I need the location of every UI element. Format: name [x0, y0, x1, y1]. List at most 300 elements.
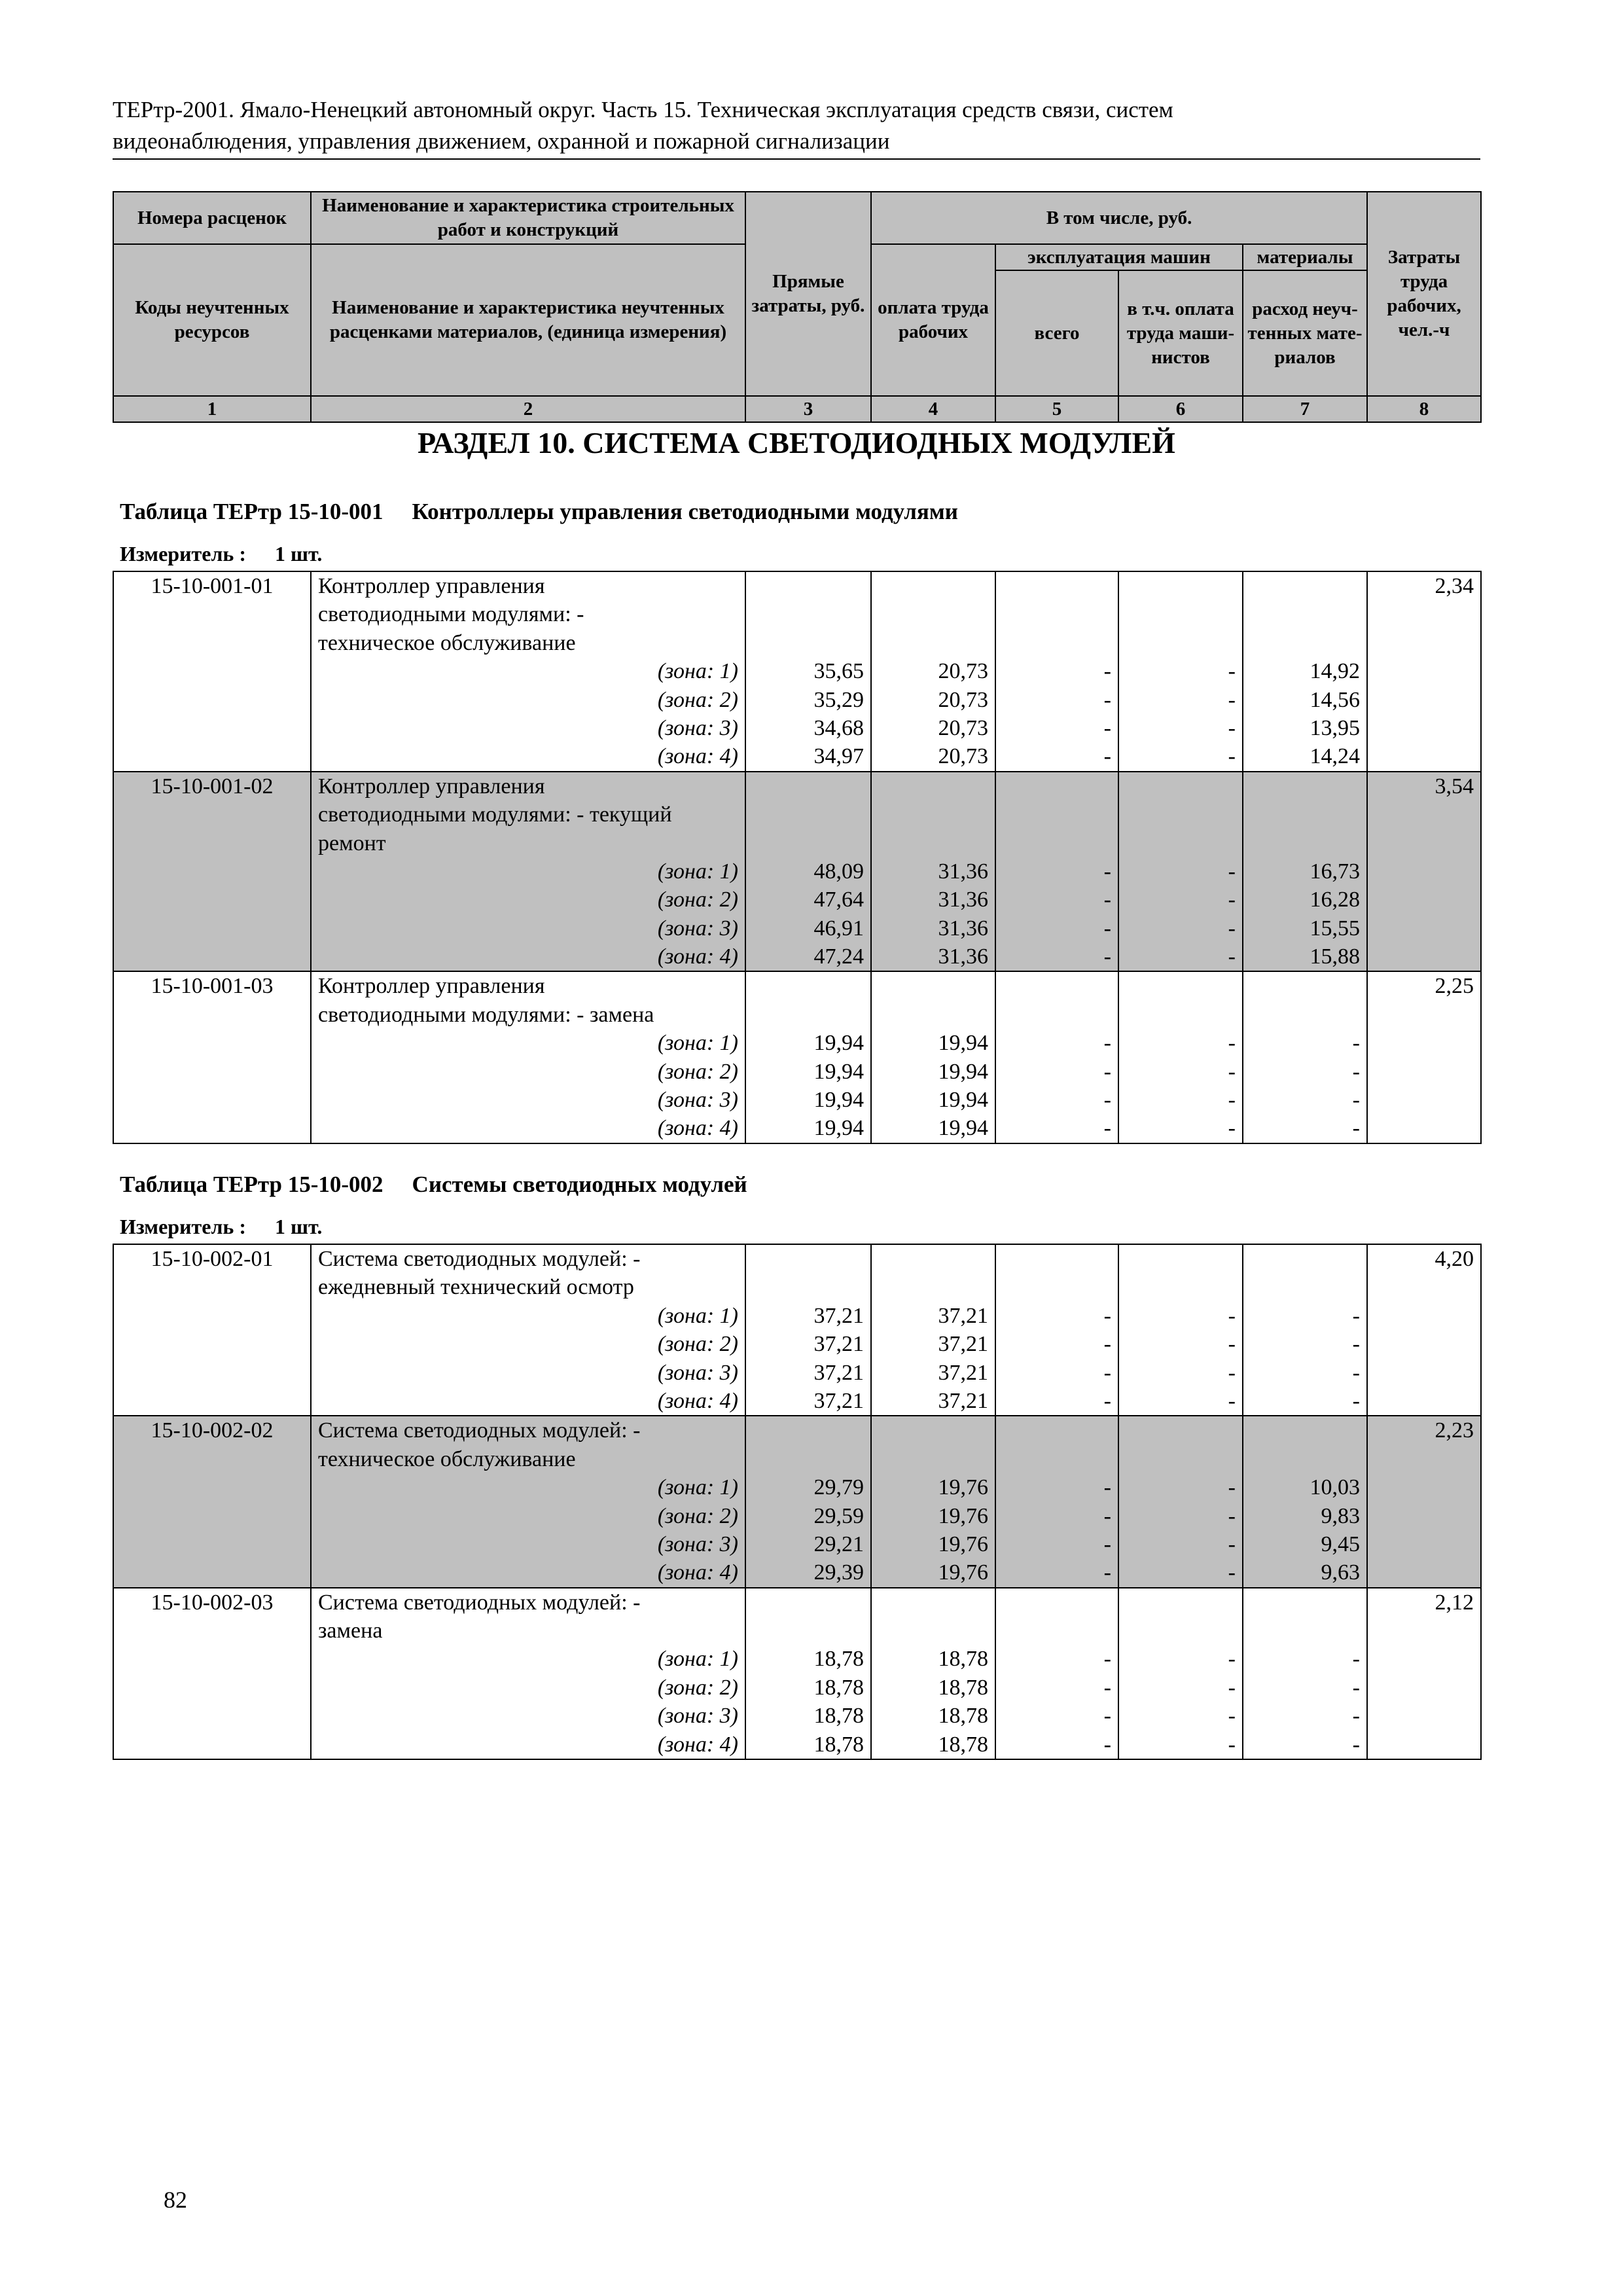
empty-cell	[995, 571, 1118, 600]
empty-cell	[871, 600, 995, 628]
col6-header: в т.ч. оплата труда маши-нистов	[1118, 270, 1243, 396]
direct-cost: 35,65	[745, 657, 871, 685]
empty-cell	[113, 829, 311, 857]
empty-cell	[1367, 1731, 1481, 1759]
direct-cost: 29,39	[745, 1558, 871, 1587]
empty-cell	[113, 857, 311, 886]
empty-cell	[1243, 971, 1367, 1000]
empty-cell	[745, 600, 871, 628]
labor-cost: 3,54	[1367, 772, 1481, 800]
operator-wage: -	[1118, 914, 1243, 942]
operator-wage: -	[1118, 686, 1243, 714]
rate-name-line: замена	[311, 1617, 745, 1645]
header-line-2: видеонаблюдения, управления движением, охранной и пожарной сигнализации	[113, 128, 890, 154]
materials-cost: 9,45	[1243, 1530, 1367, 1558]
table-code: Таблица ТЕРтр 15-10-001	[120, 499, 383, 524]
empty-cell	[871, 971, 995, 1000]
empty-cell	[113, 1302, 311, 1330]
zone-label: (зона: 3)	[311, 714, 745, 742]
empty-cell	[1367, 600, 1481, 628]
empty-cell	[745, 800, 871, 829]
zone-label: (зона: 1)	[311, 857, 745, 886]
empty-cell	[1118, 1244, 1243, 1273]
direct-cost: 37,21	[745, 1359, 871, 1387]
empty-cell	[113, 1702, 311, 1730]
materials-cost: 16,73	[1243, 857, 1367, 886]
empty-cell	[113, 800, 311, 829]
rate-item-name-row	[113, 1273, 1481, 1301]
zone-label: (зона: 4)	[311, 1114, 745, 1143]
empty-cell	[113, 742, 311, 771]
zone-row	[113, 1645, 1481, 1673]
empty-cell	[995, 1445, 1118, 1473]
empty-cell	[1118, 1588, 1243, 1617]
empty-cell	[745, 1416, 871, 1444]
col4-header: оплата труда рабочих	[871, 244, 995, 396]
col-number-7: 7	[1243, 396, 1367, 422]
worker-wage: 19,76	[871, 1558, 995, 1587]
zone-row	[113, 914, 1481, 942]
empty-cell	[995, 971, 1118, 1000]
zone-label: (зона: 4)	[311, 742, 745, 771]
zone-label: (зона: 3)	[311, 1359, 745, 1387]
worker-wage: 37,21	[871, 1387, 995, 1416]
running-header	[113, 94, 1480, 160]
header-line-1: ТЕРтр-2001. Ямало-Ненецкий автономный округ. Часть 15. Техническая эксплуатация средств связи, систем	[113, 97, 1173, 122]
empty-cell	[1118, 800, 1243, 829]
empty-cell	[113, 629, 311, 657]
empty-cell	[113, 1330, 311, 1358]
empty-cell	[113, 657, 311, 685]
operator-wage: -	[1118, 1558, 1243, 1587]
materials-cost: -	[1243, 1058, 1367, 1086]
empty-cell	[113, 1530, 311, 1558]
zone-row	[113, 1302, 1481, 1330]
materials-cost: -	[1243, 1359, 1367, 1387]
zone-row	[113, 1330, 1481, 1358]
direct-cost: 37,21	[745, 1302, 871, 1330]
empty-cell	[1367, 1502, 1481, 1530]
table-code: Таблица ТЕРтр 15-10-002	[120, 1172, 383, 1197]
zone-label: (зона: 3)	[311, 1702, 745, 1730]
empty-cell	[1118, 600, 1243, 628]
operator-wage: -	[1118, 1086, 1243, 1114]
empty-cell	[1118, 1273, 1243, 1301]
zone-row	[113, 1674, 1481, 1702]
rate-item-row	[113, 1244, 1481, 1273]
zone-row	[113, 1086, 1481, 1114]
empty-cell	[1243, 1588, 1367, 1617]
empty-cell	[113, 1502, 311, 1530]
zone-label: (зона: 2)	[311, 1058, 745, 1086]
group-header-machines: эксплуатация машин	[995, 244, 1243, 270]
empty-cell	[871, 800, 995, 829]
materials-cost: 9,83	[1243, 1502, 1367, 1530]
zone-label: (зона: 4)	[311, 1731, 745, 1759]
rate-name-line: ежедневный технический осмотр	[311, 1273, 745, 1301]
materials-cost: -	[1243, 1330, 1367, 1358]
empty-cell	[995, 772, 1118, 800]
machines-total: -	[995, 1502, 1118, 1530]
materials-cost: -	[1243, 1702, 1367, 1730]
rate-name-line: Контроллер управления	[311, 971, 745, 1000]
empty-cell	[995, 1273, 1118, 1301]
zone-row	[113, 714, 1481, 742]
empty-cell	[745, 1001, 871, 1029]
worker-wage: 19,94	[871, 1114, 995, 1143]
empty-cell	[113, 942, 311, 971]
worker-wage: 20,73	[871, 742, 995, 771]
col1-top-header: Номера расценок	[113, 192, 311, 244]
materials-cost: -	[1243, 1086, 1367, 1114]
zone-row	[113, 1530, 1481, 1558]
rate-name-line: ремонт	[311, 829, 745, 857]
empty-cell	[745, 571, 871, 600]
empty-cell	[113, 1445, 311, 1473]
col-number-4: 4	[871, 396, 995, 422]
empty-cell	[871, 1416, 995, 1444]
operator-wage: -	[1118, 1530, 1243, 1558]
empty-cell	[113, 1387, 311, 1416]
rate-name-line: Контроллер управления	[311, 571, 745, 600]
materials-cost: -	[1243, 1302, 1367, 1330]
zone-row	[113, 942, 1481, 971]
zone-label: (зона: 3)	[311, 1530, 745, 1558]
zone-label: (зона: 1)	[311, 1029, 745, 1057]
machines-total: -	[995, 1086, 1118, 1114]
worker-wage: 18,78	[871, 1731, 995, 1759]
machines-total: -	[995, 1302, 1118, 1330]
empty-cell	[995, 1617, 1118, 1645]
empty-cell	[1367, 1445, 1481, 1473]
empty-cell	[1243, 1416, 1367, 1444]
unit-label: Измеритель :	[120, 1215, 246, 1238]
zone-row	[113, 657, 1481, 685]
rate-code: 15-10-001-01	[113, 571, 311, 600]
direct-cost: 35,29	[745, 686, 871, 714]
materials-cost: 15,88	[1243, 942, 1367, 971]
rate-item-name-row	[113, 1445, 1481, 1473]
empty-cell	[745, 629, 871, 657]
empty-cell	[995, 629, 1118, 657]
empty-cell	[871, 571, 995, 600]
zone-row	[113, 1029, 1481, 1057]
direct-cost: 19,94	[745, 1058, 871, 1086]
direct-cost: 29,59	[745, 1502, 871, 1530]
direct-cost: 29,79	[745, 1473, 871, 1501]
unit-value: 1 шт.	[274, 542, 323, 565]
materials-cost: -	[1243, 1645, 1367, 1673]
empty-cell	[1118, 571, 1243, 600]
page-number: 82	[164, 2187, 187, 2213]
table-title-2	[120, 1172, 747, 1198]
worker-wage: 37,21	[871, 1359, 995, 1387]
empty-cell	[995, 1416, 1118, 1444]
col7-header: расход неуч-тенных мате-риалов	[1243, 270, 1367, 396]
zone-label: (зона: 1)	[311, 1473, 745, 1501]
empty-cell	[871, 1273, 995, 1301]
empty-cell	[1367, 1617, 1481, 1645]
direct-cost: 37,21	[745, 1387, 871, 1416]
empty-cell	[745, 1588, 871, 1617]
empty-cell	[1367, 686, 1481, 714]
col-number-1: 1	[113, 396, 311, 422]
empty-cell	[1367, 829, 1481, 857]
machines-total: -	[995, 1330, 1118, 1358]
worker-wage: 19,94	[871, 1058, 995, 1086]
empty-cell	[745, 829, 871, 857]
direct-cost: 46,91	[745, 914, 871, 942]
zone-row	[113, 1058, 1481, 1086]
worker-wage: 19,94	[871, 1029, 995, 1057]
empty-cell	[1118, 1617, 1243, 1645]
worker-wage: 31,36	[871, 914, 995, 942]
empty-cell	[1367, 942, 1481, 971]
zone-label: (зона: 3)	[311, 914, 745, 942]
rate-code: 15-10-002-01	[113, 1244, 311, 1273]
worker-wage: 19,76	[871, 1502, 995, 1530]
machines-total: -	[995, 1530, 1118, 1558]
operator-wage: -	[1118, 1114, 1243, 1143]
empty-cell	[871, 772, 995, 800]
rate-item-row	[113, 971, 1481, 1000]
rate-item-name-row	[113, 829, 1481, 857]
direct-cost: 18,78	[745, 1645, 871, 1673]
empty-cell	[1367, 800, 1481, 829]
direct-cost: 18,78	[745, 1674, 871, 1702]
col-number-6: 6	[1118, 396, 1243, 422]
empty-cell	[871, 1588, 995, 1617]
empty-cell	[113, 1273, 311, 1301]
col2-top-header: Наименование и характеристика строительных работ и конструкций	[311, 192, 745, 244]
empty-cell	[1243, 772, 1367, 800]
empty-cell	[1367, 1302, 1481, 1330]
unit-value: 1 шт.	[274, 1215, 323, 1238]
empty-cell	[113, 1558, 311, 1587]
materials-cost: 14,24	[1243, 742, 1367, 771]
worker-wage: 37,21	[871, 1330, 995, 1358]
machines-total: -	[995, 686, 1118, 714]
empty-cell	[1367, 914, 1481, 942]
direct-cost: 34,68	[745, 714, 871, 742]
empty-cell	[871, 1617, 995, 1645]
empty-cell	[1243, 571, 1367, 600]
worker-wage: 18,78	[871, 1702, 995, 1730]
zone-row	[113, 742, 1481, 771]
operator-wage: -	[1118, 1387, 1243, 1416]
materials-cost: 14,92	[1243, 657, 1367, 685]
col8-header: Затраты труда рабочих, чел.-ч	[1367, 192, 1481, 396]
empty-cell	[745, 772, 871, 800]
worker-wage: 20,73	[871, 686, 995, 714]
unit-label: Измеритель :	[120, 542, 246, 565]
empty-cell	[995, 1588, 1118, 1617]
zone-row	[113, 1731, 1481, 1759]
section-title: РАЗДЕЛ 10. СИСТЕМА СВЕТОДИОДНЫХ МОДУЛЕЙ	[418, 426, 1175, 459]
labor-cost: 2,34	[1367, 571, 1481, 600]
materials-cost: 13,95	[1243, 714, 1367, 742]
zone-label: (зона: 1)	[311, 1302, 745, 1330]
zone-row	[113, 857, 1481, 886]
col-number-3: 3	[745, 396, 871, 422]
direct-cost: 18,78	[745, 1702, 871, 1730]
operator-wage: -	[1118, 942, 1243, 971]
operator-wage: -	[1118, 742, 1243, 771]
worker-wage: 31,36	[871, 857, 995, 886]
worker-wage: 31,36	[871, 886, 995, 914]
labor-cost: 2,23	[1367, 1416, 1481, 1444]
rate-item-row	[113, 1416, 1481, 1444]
materials-cost: -	[1243, 1029, 1367, 1057]
operator-wage: -	[1118, 1731, 1243, 1759]
col-number-2: 2	[311, 396, 745, 422]
rate-name-line: Контроллер управления	[311, 772, 745, 800]
empty-cell	[1118, 1001, 1243, 1029]
operator-wage: -	[1118, 1645, 1243, 1673]
empty-cell	[113, 1029, 311, 1057]
empty-cell	[1367, 1359, 1481, 1387]
empty-cell	[113, 714, 311, 742]
empty-cell	[871, 829, 995, 857]
col-number-5: 5	[995, 396, 1118, 422]
col-number-8: 8	[1367, 396, 1481, 422]
empty-cell	[745, 1617, 871, 1645]
rate-name-line: Система светодиодных модулей: -	[311, 1244, 745, 1273]
operator-wage: -	[1118, 1302, 1243, 1330]
empty-cell	[995, 1244, 1118, 1273]
zone-label: (зона: 2)	[311, 1674, 745, 1702]
empty-cell	[113, 1114, 311, 1143]
machines-total: -	[995, 914, 1118, 942]
empty-cell	[113, 1058, 311, 1086]
worker-wage: 19,94	[871, 1086, 995, 1114]
materials-cost: 14,56	[1243, 686, 1367, 714]
materials-cost: -	[1243, 1674, 1367, 1702]
zone-label: (зона: 2)	[311, 686, 745, 714]
machines-total: -	[995, 742, 1118, 771]
materials-cost: -	[1243, 1114, 1367, 1143]
machines-total: -	[995, 1674, 1118, 1702]
column-header-table	[113, 191, 1482, 423]
labor-cost: 2,25	[1367, 971, 1481, 1000]
rates-table-1	[113, 571, 1482, 1144]
zone-row	[113, 1473, 1481, 1501]
zone-label: (зона: 1)	[311, 657, 745, 685]
direct-cost: 29,21	[745, 1530, 871, 1558]
empty-cell	[1367, 886, 1481, 914]
empty-cell	[1367, 1001, 1481, 1029]
machines-total: -	[995, 1058, 1118, 1086]
rate-item-name-row	[113, 1001, 1481, 1029]
materials-cost: -	[1243, 1387, 1367, 1416]
direct-cost: 18,78	[745, 1731, 871, 1759]
direct-cost: 47,64	[745, 886, 871, 914]
rate-name-line: светодиодными модулями: -	[311, 600, 745, 628]
empty-cell	[995, 1001, 1118, 1029]
rate-name-line: техническое обслуживание	[311, 629, 745, 657]
rate-item-name-row	[113, 1617, 1481, 1645]
operator-wage: -	[1118, 1359, 1243, 1387]
zone-row	[113, 1502, 1481, 1530]
machines-total: -	[995, 1731, 1118, 1759]
col2-bottom-header: Наименование и характеристика неучтенных расценками материалов, (единица измерения)	[311, 244, 745, 396]
empty-cell	[995, 600, 1118, 628]
rate-code: 15-10-002-03	[113, 1588, 311, 1617]
zone-row	[113, 1558, 1481, 1587]
empty-cell	[1243, 800, 1367, 829]
operator-wage: -	[1118, 1330, 1243, 1358]
labor-cost: 4,20	[1367, 1244, 1481, 1273]
empty-cell	[113, 886, 311, 914]
col1-bottom-header: Коды неучтенных ресурсов	[113, 244, 311, 396]
operator-wage: -	[1118, 857, 1243, 886]
operator-wage: -	[1118, 1473, 1243, 1501]
rate-code: 15-10-001-02	[113, 772, 311, 800]
empty-cell	[113, 1617, 311, 1645]
zone-label: (зона: 2)	[311, 886, 745, 914]
table-name: Контроллеры управления светодиодными модулями	[412, 499, 958, 524]
zone-label: (зона: 4)	[311, 1558, 745, 1587]
empty-cell	[1367, 1645, 1481, 1673]
empty-cell	[113, 1473, 311, 1501]
operator-wage: -	[1118, 886, 1243, 914]
rate-item-row	[113, 1588, 1481, 1617]
machines-total: -	[995, 1029, 1118, 1057]
zone-label: (зона: 3)	[311, 1086, 745, 1114]
materials-cost: -	[1243, 1731, 1367, 1759]
empty-cell	[995, 829, 1118, 857]
group-header-incl: В том числе, руб.	[871, 192, 1367, 244]
table-name: Системы светодиодных модулей	[412, 1172, 747, 1197]
zone-row	[113, 1387, 1481, 1416]
empty-cell	[1367, 1530, 1481, 1558]
zone-row	[113, 1114, 1481, 1143]
machines-total: -	[995, 1473, 1118, 1501]
operator-wage: -	[1118, 1029, 1243, 1057]
rate-code: 15-10-002-02	[113, 1416, 311, 1444]
empty-cell	[113, 1359, 311, 1387]
direct-cost: 19,94	[745, 1029, 871, 1057]
empty-cell	[1243, 1244, 1367, 1273]
empty-cell	[745, 971, 871, 1000]
empty-cell	[113, 600, 311, 628]
col3-header: Прямые затраты, руб.	[745, 192, 871, 396]
machines-total: -	[995, 942, 1118, 971]
rate-item-name-row	[113, 800, 1481, 829]
rate-name-line: Система светодиодных модулей: -	[311, 1416, 745, 1444]
empty-cell	[871, 1244, 995, 1273]
table-title-1	[120, 499, 958, 525]
empty-cell	[1367, 1086, 1481, 1114]
empty-cell	[1243, 629, 1367, 657]
direct-cost: 47,24	[745, 942, 871, 971]
worker-wage: 19,76	[871, 1530, 995, 1558]
machines-total: -	[995, 1558, 1118, 1587]
empty-cell	[1118, 1416, 1243, 1444]
machines-total: -	[995, 657, 1118, 685]
materials-cost: 9,63	[1243, 1558, 1367, 1587]
operator-wage: -	[1118, 657, 1243, 685]
rate-item-row	[113, 772, 1481, 800]
empty-cell	[1243, 1617, 1367, 1645]
empty-cell	[1367, 629, 1481, 657]
direct-cost: 19,94	[745, 1086, 871, 1114]
zone-label: (зона: 1)	[311, 1645, 745, 1673]
empty-cell	[1367, 857, 1481, 886]
operator-wage: -	[1118, 1058, 1243, 1086]
materials-cost: 15,55	[1243, 914, 1367, 942]
rate-name-line: светодиодными модулями: - замена	[311, 1001, 745, 1029]
